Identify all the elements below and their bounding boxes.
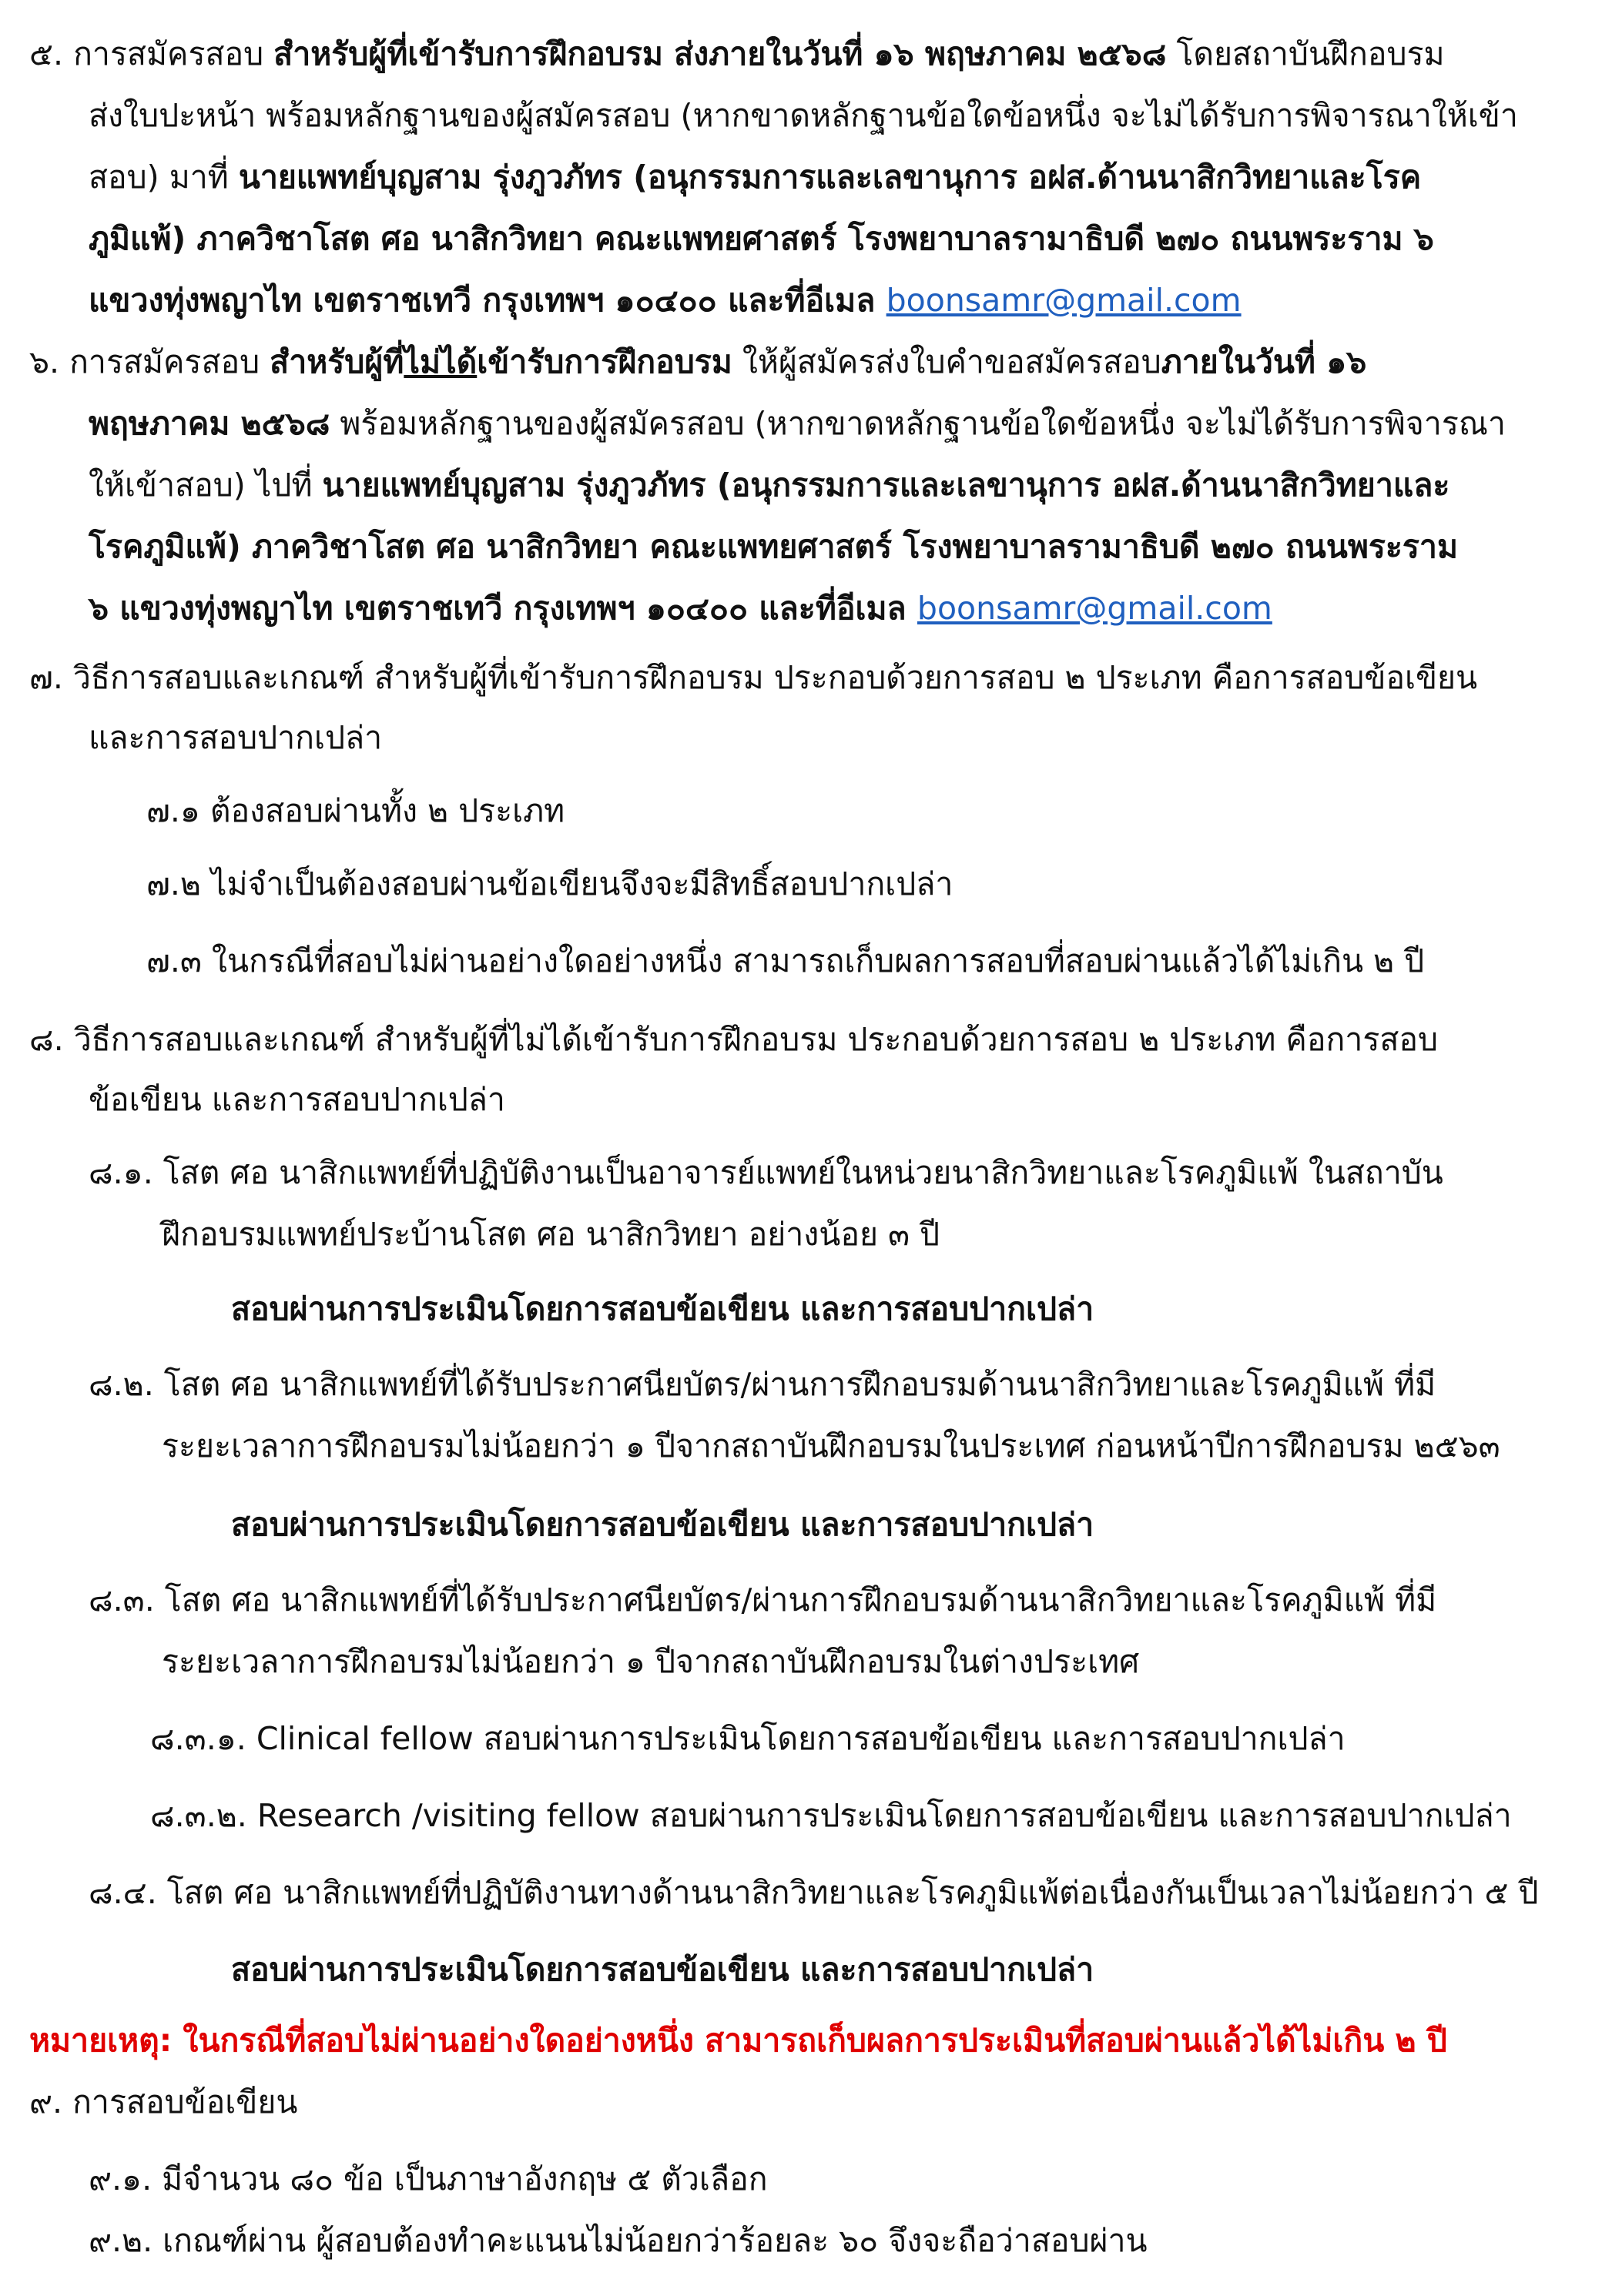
text-segment: ๖. การสมัครสอบ (29, 343, 270, 380)
text-segment: ๘.๓.๒. Research /visiting fellow สอบผ่านการประเมินโดยการสอบข้อเขียน และการสอบปากเปล่า (150, 1797, 1512, 1834)
text-line (29, 654, 1477, 701)
text-segment: สำหรับผู้ที่เข้ารับการฝึกอบรม ส่งภายในวันที่ ๑๖ พฤษภาคม ๒๕๖๘ (273, 35, 1167, 72)
text-line (29, 2017, 1447, 2063)
text-segment: สอบผ่านการประเมินโดยการสอบข้อเขียน และการสอบปากเปล่า (231, 1951, 1094, 1988)
text-segment: และการสอบปากเปล่า (89, 719, 383, 756)
text-line (89, 277, 1242, 323)
text-segment: นายแพทย์บุญสาม รุ่งภูวภัทร (อนุกรรมการและเลขานุการ อฝส.ด้านนาสิกวิทยาและโรค (238, 159, 1422, 196)
text-line (89, 715, 382, 761)
text-segment: ๗.๒ ไม่จำเป็นต้องสอบผ่านข้อเขียนจึงจะมีสิทธิ์สอบปากเปล่า (146, 865, 953, 902)
text-line (89, 1361, 1436, 1407)
text-segment: ภายในวันที่ ๑๖ (1161, 343, 1367, 380)
text-line (162, 1638, 1139, 1685)
text-line (150, 1792, 1512, 1839)
text-segment: ให้เข้าสอบ) ไปที่ (89, 467, 323, 504)
text-line (29, 339, 1366, 385)
text-line (146, 861, 953, 907)
text-segment: ระยะเวลาการฝึกอบรมไม่น้อยกว่า ๑ ปีจากสถาบันฝึกอบรมในประเทศ ก่อนหน้าปีการฝึกอบรม ๒๕๖๓ (162, 1427, 1500, 1464)
text-segment: ๕. การสมัครสอบ (29, 35, 274, 72)
text-segment: สอบผ่านการประเมินโดยการสอบข้อเขียน และการสอบปากเปล่า (231, 1506, 1094, 1543)
text-line (89, 585, 1272, 631)
text-segment: นายแพทย์บุญสาม รุ่งภูวภัทร (อนุกรรมการและเลขานุการ อฝส.ด้านนาสิกวิทยาและ (322, 467, 1450, 504)
text-line (89, 2156, 768, 2202)
text-segment: สำหรับผู้ที่ (270, 343, 404, 380)
text-line (89, 1076, 505, 1123)
text-segment: ๙. การสอบข้อเขียน (29, 2083, 298, 2120)
text-line (89, 2217, 1148, 2264)
text-segment: ฝึกอบรมแพทย์ประบ้านโสต ศอ นาสิกวิทยา อย่างน้อย ๓ ปี (162, 1216, 940, 1253)
text-line (89, 1150, 1443, 1196)
text-segment: ไม่ได้ (404, 343, 478, 380)
text-line (162, 1423, 1500, 1469)
text-line (231, 1501, 1094, 1548)
text-segment: แขวงทุ่งพญาไท เขตราชเทวี กรุงเทพฯ ๑๐๔๐๐ และที่อีเมล (89, 282, 886, 319)
text-line (29, 2079, 297, 2125)
text-segment: ๙.๑. มีจำนวน ๘๐ ข้อ เป็นภาษาอังกฤษ ๕ ตัวเลือก (89, 2160, 768, 2197)
email-link[interactable]: boonsamr@gmail.com (886, 282, 1242, 319)
text-segment: พร้อมหลักฐานของผู้สมัครสอบ (หากขาดหลักฐานข้อใดข้อหนึ่ง จะไม่ได้รับการพิจารณา (330, 405, 1506, 442)
text-segment: พฤษภาคม ๒๕๖๘ (89, 405, 330, 442)
text-segment: ๘.๓. โสต ศอ นาสิกแพทย์ที่ได้รับประกาศนียบัตร/ผ่านการฝึกอบรมด้านนาสิกวิทยาและโรคภูมิแพ้ ที่มี (89, 1581, 1437, 1618)
text-line (89, 1577, 1436, 1623)
text-line (162, 1211, 940, 1257)
text-line (29, 1016, 1438, 1063)
text-segment: สอบผ่านการประเมินโดยการสอบข้อเขียน และการสอบปากเปล่า (231, 1290, 1094, 1327)
text-segment: ๘. วิธีการสอบและเกณฑ์ สำหรับผู้ที่ไม่ได้เข้ารับการฝึกอบรม ประกอบด้วยการสอบ ๒ ประเภท คือการสอบ (29, 1021, 1439, 1058)
text-segment: ให้ผู้สมัครส่งใบคำขอสมัครสอบ (732, 343, 1161, 380)
text-line (146, 938, 1424, 984)
text-segment: ๗. วิธีการสอบและเกณฑ์ สำหรับผู้ที่เข้ารับการฝึกอบรม ประกอบด้วยการสอบ ๒ ประเภท คือการสอบข้อเขียน (29, 659, 1478, 696)
text-segment: หมายเหตุ: ในกรณีที่สอบไม่ผ่านอย่างใดอย่างหนึ่ง สามารถเก็บผลการประเมินที่สอบผ่านแล้วได้ไม่เกิน ๒ ปี (29, 2022, 1447, 2059)
text-line (150, 1715, 1346, 1762)
text-segment: ๘.๑. โสต ศอ นาสิกแพทย์ที่ปฏิบัติงานเป็นอาจารย์แพทย์ในหน่วยนาสิกวิทยาและโรคภูมิแพ้ ในสถาบัน (89, 1154, 1443, 1191)
text-segment: ระยะเวลาการฝึกอบรมไม่น้อยกว่า ๑ ปีจากสถาบันฝึกอบรมในต่างประเทศ (162, 1643, 1140, 1680)
text-segment: ๘.๔. โสต ศอ นาสิกแพทย์ที่ปฏิบัติงานทางด้านนาสิกวิทยาและโรคภูมิแพ้ต่อเนื่องกันเป็นเวลาไม่น้อยกว่า ๕ ปี (89, 1874, 1539, 1911)
text-segment: โดยสถาบันฝึกอบรม (1166, 35, 1445, 72)
text-segment: ๘.๒. โสต ศอ นาสิกแพทย์ที่ได้รับประกาศนียบัตร/ผ่านการฝึกอบรมด้านนาสิกวิทยาและโรคภูมิแพ้ ที่มี (89, 1366, 1436, 1403)
text-line (89, 524, 1458, 570)
text-line (146, 788, 565, 834)
email-link[interactable]: boonsamr@gmail.com (917, 590, 1272, 627)
text-segment: โรคภูมิแพ้) ภาควิชาโสต ศอ นาสิกวิทยา คณะแพทยศาสตร์ โรงพยาบาลรามาธิบดี ๒๗๐ ถนนพระราม (89, 528, 1458, 565)
text-line (89, 400, 1506, 447)
text-segment: สอบ) มาที่ (89, 159, 239, 196)
text-segment: ส่งใบปะหน้า พร้อมหลักฐานของผู้สมัครสอบ (หากขาดหลักฐานข้อใดข้อหนึ่ง จะไม่ได้รับการพิจารณาให้เข้า (89, 97, 1518, 134)
text-segment: ๙.๒. เกณฑ์ผ่าน ผู้สอบต้องทำคะแนนไม่น้อยกว่าร้อยละ ๖๐ จึงจะถือว่าสอบผ่าน (89, 2222, 1148, 2259)
text-segment: ๗.๓ ในกรณีที่สอบไม่ผ่านอย่างใดอย่างหนึ่ง สามารถเก็บผลการสอบที่สอบผ่านแล้วได้ไม่เกิน ๒ ปี (146, 942, 1425, 979)
text-line (89, 154, 1421, 200)
text-segment: ๘.๓.๑. Clinical fellow สอบผ่านการประเมินโดยการสอบข้อเขียน และการสอบปากเปล่า (150, 1720, 1346, 1757)
text-line (29, 31, 1445, 77)
text-segment: เข้ารับการฝึกอบรม (477, 343, 732, 380)
text-segment: ภูมิแพ้) ภาควิชาโสต ศอ นาสิกวิทยา คณะแพทยศาสตร์ โรงพยาบาลรามาธิบดี ๒๗๐ ถนนพระราม ๖ (89, 220, 1434, 257)
text-line (89, 216, 1434, 262)
text-line (231, 1946, 1094, 1993)
text-line (89, 462, 1450, 508)
text-segment: ๗.๑ ต้องสอบผ่านทั้ง ๒ ประเภท (146, 792, 565, 829)
text-line (89, 1869, 1538, 1916)
text-line (231, 1286, 1094, 1332)
text-segment: ข้อเขียน และการสอบปากเปล่า (89, 1081, 505, 1118)
text-segment: ๖ แขวงทุ่งพญาไท เขตราชเทวี กรุงเทพฯ ๑๐๔๐๐ และที่อีเมล (89, 590, 917, 627)
text-line (89, 92, 1518, 139)
